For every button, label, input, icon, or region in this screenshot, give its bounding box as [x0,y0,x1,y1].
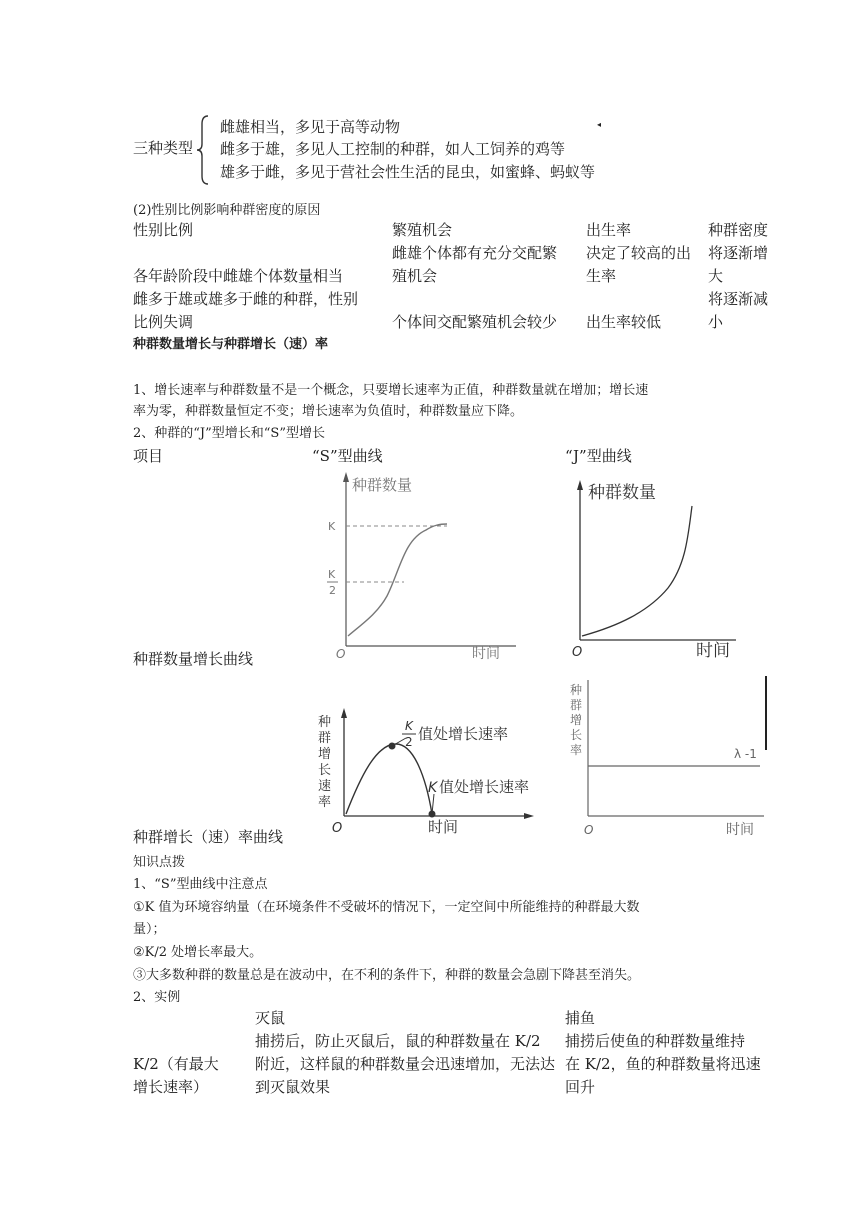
s-notes-p2: ②K/2 处增长率最大。 [133,945,263,960]
s-notes-p3: ③大多数种群的数量总是在波动中，在不利的条件下，种群的数量会急剧下降甚至消失。 [133,968,641,983]
sex-row1-c3a: 决定了较高的出 [586,244,692,262]
j-count-xlabel: 时间 [696,641,730,661]
sex-row1-c4a: 将逐渐增 [708,244,769,262]
sex-row1-c4b: 大 [708,267,724,285]
curve-col-j: “J”型曲线 [565,447,632,465]
sex-table-header-2: 繁殖机会 [392,221,453,239]
sex-row2-c2: 个体间交配繁殖机会较少 [392,313,558,331]
s-count-k-label: K [328,520,336,533]
sex-table-header-3: 出生率 [586,221,632,239]
j-rate-origin: O [584,823,594,837]
example-rat-a: 捕捞后，防止灭鼠后，鼠的种群数量在 K/2 [255,1032,541,1050]
example-col-fish: 捕鱼 [565,1009,596,1027]
example-fish-b: 在 K/2，鱼的种群数量将迅速 [565,1055,761,1073]
s-count-xlabel: 时间 [472,646,500,662]
j-rate-lambda: λ -1 [734,747,757,761]
j-rate-xlabel: 时间 [726,822,754,838]
note-2: 2、种群的“J”型增长和“S”型增长 [133,426,325,441]
sex-row1-c3b: 生率 [586,267,617,285]
sex-row2-c3: 出生率较低 [586,313,662,331]
s-rate-figure [308,708,538,838]
s-rate-origin: O [332,821,343,836]
example-title: 2、实例 [133,990,181,1005]
s-rate-end-k: K [428,780,438,796]
s-count-figure [322,466,522,662]
curve-col-s: “S”型曲线 [312,447,383,465]
curve-col-item: 项目 [133,447,164,465]
s-count-origin: O [336,647,346,661]
s-rate-peak-k: K [405,719,413,733]
curve-row-rate: 种群增长（速）率曲线 [133,828,284,846]
s-rate-xlabel: 时间 [428,818,459,836]
type-item-2: 雌多于雄，多见人工控制的种群，如人工饲养的鸡等 [220,140,566,158]
example-r2c1: 增长速率） [133,1078,209,1096]
s-rate-ylabel: 种 群 增 长 速 率 [318,715,332,810]
example-col-rat: 灭鼠 [255,1009,286,1027]
j-rate-figure [566,674,776,844]
s-notes-p1a: ①K 值为环境容纳量（在环境条件不受破坏的情况下，一定空间中所能维持的种群最大数 [133,900,640,915]
sex-table-header-4: 种群密度 [708,221,769,239]
sex-row2-c1b: 比例失调 [133,313,194,331]
s-rate-peak-den: 2 [405,735,413,749]
tips-heading: 知识点拨 [133,855,186,870]
sex-row1-c1: 各年龄阶段中雌雄个体数量相当 [133,267,344,285]
example-rat-c: 到灭鼠效果 [255,1078,331,1096]
types-label: 三种类型 [133,139,194,157]
s-count-k2-den: 2 [329,584,336,597]
sex-table-header-1: 性别比例 [133,221,194,239]
sex-row2-c4b: 小 [708,313,724,331]
growth-heading: 种群数量增长与种群增长（速）率 [133,337,329,352]
s-rate-peak-text: 值处增长速率 [418,725,509,743]
s-rate-end-text: 值处增长速率 [439,778,530,796]
note-1a: 1、增长速率与种群数量不是一个概念，只要增长速率为正值，种群数量就在增加；增长速 [133,383,649,398]
j-count-figure [568,476,748,662]
brace [196,114,210,186]
type-item-3: 雄多于雌，多见于营社会性生活的昆虫，如蜜蜂、蚂蚁等 [220,163,596,181]
j-rate-ylabel: 种 群 增 长 率 [570,683,583,757]
curve-row-count: 种群数量增长曲线 [133,650,254,668]
s-notes-p1b: 量）； [133,922,166,937]
stray-mark: ◂ [597,120,602,129]
sex-row2-c1a: 雌多于雄或雄多于雌的种群，性别 [133,290,359,308]
s-notes-title: 1、“S”型曲线中注意点 [133,877,268,892]
example-fish-a: 捕捞后使鱼的种群数量维持 [565,1032,746,1050]
s-count-k2-num: K [328,568,336,581]
sex-row1-c2a: 雌雄个体都有充分交配繁 [392,244,558,262]
s-count-ylabel: 种群数量 [352,476,413,494]
type-item-1: 雌雄相当，多见于高等动物 [220,118,401,136]
example-fish-c: 回升 [565,1078,596,1096]
j-count-origin: O [572,645,583,660]
example-r1c1: K/2（有最大 [133,1055,219,1073]
example-rat-b: 附近，这样鼠的种群数量会迅速增加，无法达 [255,1055,556,1073]
sex-row2-c4a: 将逐渐减 [708,290,769,308]
note-1b: 率为零，种群数量恒定不变；增长速率为负值时，种群数量应下降。 [133,404,524,419]
sex-row1-c2b: 殖机会 [392,267,438,285]
sex-ratio-heading: (2)性别比例影响种群密度的原因 [133,203,321,218]
j-count-ylabel: 种群数量 [588,483,656,503]
